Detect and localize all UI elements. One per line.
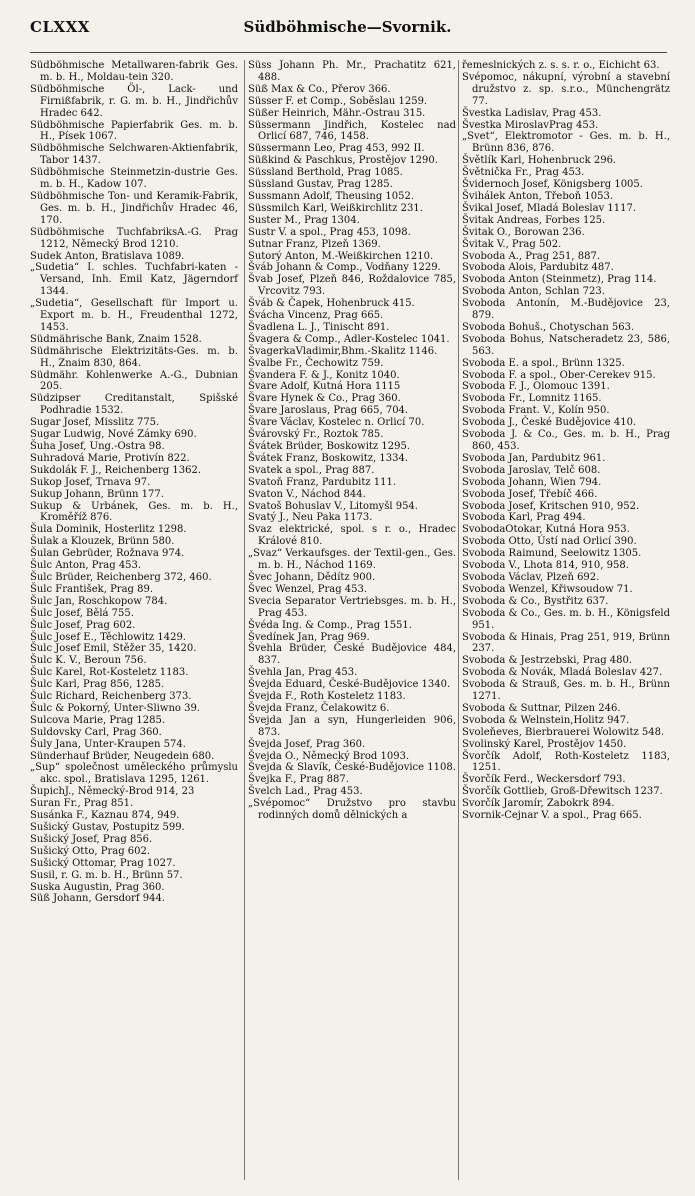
directory-entry: Süssermann Jindřich, Kostelec nad Orlicí 687, 746, 1458.	[248, 119, 456, 143]
directory-entry: Suldovsky Carl, Prag 360.	[30, 726, 162, 738]
directory-entry: Suran Fr., Prag 851.	[30, 798, 134, 810]
directory-entry: Sušický Otto, Prag 602.	[30, 845, 151, 857]
directory-entry: Svoboda Josef, Kritschen 910, 952.	[462, 500, 640, 512]
directory-entry: Sušický Ottomar, Prag 1027.	[30, 857, 176, 869]
directory-entry: Šulc Karel, Rot-Kosteletz 1183.	[30, 667, 189, 679]
directory-entry: „Svépomoc“ Družstvo pro stavbu rodinných domů dělnických a	[248, 798, 456, 822]
directory-entry: Südböhmische Öl-, Lack- und Firnißfabrik, r. G. m. b. H., Jindřichův Hradec 642.	[30, 83, 238, 119]
directory-entry: Švelch Lad., Prag 453.	[248, 786, 363, 798]
directory-entry: Švehla Brüder, České Budějovice 484, 837.	[248, 643, 456, 667]
directory-entry: Südböhmische Steinmetzin-dustrie Ges. m. b. H., Kadow 107.	[30, 167, 238, 191]
directory-entry: Südmährische Bank, Znaim 1528.	[30, 333, 202, 345]
directory-entry: Svoboda Karl, Prag 494.	[462, 512, 586, 524]
directory-entry: Svoboda & Novák, Mladá Boleslav 427.	[462, 667, 663, 679]
directory-entry: Šváb & Čapek, Hohenbruck 415.	[248, 298, 415, 310]
directory-entry: Švorčík Gottlieb, Groß-Dřewitsch 1237.	[462, 786, 663, 798]
directory-entry: Svolinský Karel, Prostějov 1450.	[462, 738, 627, 750]
directory-entry: Svoleňeves, Bierbrauerei Wolowitz 548.	[462, 726, 665, 738]
directory-entry: Südböhmische Metallwaren-fabrik Ges. m. b. H., Moldau-tein 320.	[30, 60, 238, 83]
directory-entry: Svoboda E. a spol., Brünn 1325.	[462, 357, 625, 369]
directory-entry: Svornik-Cejnar V. a spol., Prag 665.	[462, 810, 642, 822]
directory-entry: Švětnička Fr., Prag 453.	[462, 167, 585, 179]
directory-entry: Svaton V., Náchod 844.	[248, 488, 366, 500]
directory-entry: Švejda Josef, Prag 360.	[248, 738, 366, 750]
directory-entry: Svoboda F. a spol., Ober-Cerekev 915.	[462, 369, 656, 381]
directory-entry: Süssmilch Karl, Weißkirchlitz 231.	[248, 202, 423, 214]
directory-entry: Šulc & Pokorný, Unter-Sliwno 39.	[30, 702, 200, 714]
directory-entry: Šulc Richard, Reichenberg 373.	[30, 691, 192, 703]
directory-entry: Svoboda & Co., Bystřitz 637.	[462, 595, 609, 607]
directory-entry: Svoboda J. & Co., Ges. m. b. H., Prag 860, 453.	[462, 429, 670, 452]
directory-entry: Švejda Franz, Čelakowitz 6.	[248, 702, 390, 714]
directory-entry: Švejda F., Roth Kosteletz 1183.	[248, 691, 406, 703]
directory-entry: Svoboda A., Prag 251, 887.	[462, 250, 601, 262]
directory-entry: Švedínek Jan, Prag 969.	[248, 631, 370, 643]
directory-entry: Šulc Anton, Prag 453.	[30, 560, 142, 572]
directory-entry: Svaz elektrické, spol. s r. o., Hradec Králové 810.	[248, 524, 456, 548]
directory-entry: Sulcova Marie, Prag 1285.	[30, 714, 166, 726]
directory-entry: Suska Augustin, Prag 360.	[30, 881, 165, 893]
directory-entry: Švejka F., Prag 887.	[248, 774, 349, 786]
directory-entry: Svoboda Otto, Ústí nad Orlicí 390.	[462, 536, 637, 548]
directory-entry: Šulak a Klouzek, Brünn 580.	[30, 536, 175, 548]
directory-entry: Süßer Heinrich, Mähr.-Ostrau 315.	[248, 107, 426, 119]
directory-entry: Šulc Josef, Bělá 755.	[30, 607, 134, 619]
directory-entry: Švikal Josef, Mladá Boleslav 1117.	[462, 202, 637, 214]
directory-entry: Sudek Anton, Bratislava 1089.	[30, 250, 185, 262]
directory-entry: Svoboda Antonín, M.-Budějovice 23, 879.	[462, 298, 670, 322]
directory-entry: „Sup“ společnost uměleckého průmyslu akc. spol., Bratislava 1295, 1261.	[30, 762, 238, 786]
directory-entry: Sugar Ludwig, Nové Zámky 690.	[30, 429, 197, 441]
directory-entry: Svoboda J., České Budějovice 410.	[462, 417, 637, 429]
directory-entry: Süß Johann, Gersdorf 944.	[30, 893, 165, 905]
directory-entry: „Svaz“ Verkaufsges. der Textil-gen., Ges. m. b. H., Náchod 1169.	[248, 548, 456, 572]
directory-entry: Svoboda Fr., Lomnitz 1165.	[462, 393, 602, 405]
directory-entry: Svoboda & Welnstein,Holitz 947.	[462, 714, 630, 726]
directory-entry: Sušický Gustav, Postupitz 599.	[30, 822, 185, 833]
directory-entry: Svecia Separator Vertriebsges. m. b. H., Prag 453.	[248, 595, 456, 619]
directory-entry: Svoboda Bohuš., Chotyschan 563.	[462, 321, 635, 333]
directory-entry: Šula Dominik, Hosterlitz 1298.	[30, 524, 187, 536]
directory-entry: Šuly Jana, Unter-Kraupen 574.	[30, 738, 186, 750]
directory-entry: Svoboda Václav, Plzeň 692.	[462, 571, 600, 583]
directory-entry: Südböhmische Ton- und Keramik-Fabrik, Ges. m. b. H., Jindřichův Hradec 46, 170.	[30, 190, 238, 226]
directory-entry: Suster M., Prag 1304.	[248, 214, 360, 226]
directory-entry: Švalbe Fr., Čechowitz 759.	[248, 357, 384, 369]
directory-entry: Svoboda & Hinais, Prag 251, 919, Brünn 237.	[462, 631, 670, 655]
directory-entry: Švorčík Adolf, Roth-Kosteletz 1183, 1251.	[462, 750, 670, 774]
directory-entry: Švehla Jan, Prag 453.	[248, 667, 358, 679]
directory-entry: Südzipser Creditanstalt, Spišské Podhradie 1532.	[30, 393, 238, 417]
directory-entry: Švec Wenzel, Prag 453.	[248, 583, 368, 595]
directory-entry: Svatý J., Neu Paka 1173.	[248, 512, 373, 524]
directory-entry: Süssland Gustav, Prag 1285.	[248, 179, 393, 191]
directory-entry: Svoboda Josef, Třebíč 466.	[462, 488, 598, 500]
directory-entry: SvobodaOtokar, Kutná Hora 953.	[462, 524, 630, 536]
directory-entry: Süsser F. et Comp., Soběslau 1259.	[248, 95, 428, 107]
directory-entry: Svoboda Jan, Pardubitz 961.	[462, 452, 606, 464]
directory-entry: Švare Adolf, Kutná Hora 1115	[248, 381, 401, 393]
directory-entry: Švitak Andreas, Forbes 125.	[462, 214, 606, 226]
directory-entry: Sušický Josef, Prag 856.	[30, 833, 153, 845]
column-1	[30, 60, 238, 905]
directory-entry: Süß Max & Co., Přerov 366.	[248, 83, 391, 95]
directory-entry: Svoboda Jaroslav, Telč 608.	[462, 464, 601, 476]
directory-entry: Svoboda & Co., Ges. m. b. H., Königsfeld 951.	[462, 607, 670, 631]
directory-entry: Švab Josef, Plzeň 846, Roždalovice 785, Vrcovitz 793.	[248, 274, 456, 298]
header-rule	[30, 52, 667, 53]
directory-entry: Svoboda Anton, Schlan 723.	[462, 286, 605, 298]
directory-entry: Sugar Josef, Misslitz 775.	[30, 417, 160, 429]
directory-entry: Švorčík Ferd., Weckersdorf 793.	[462, 774, 626, 786]
directory-entry: Šulc Jan, Roschkopow 784.	[30, 595, 168, 607]
directory-entry: Svoboda Anton (Steinmetz), Prag 114.	[462, 274, 657, 286]
directory-entry: Svoboda & Suttnar, Pilzen 246.	[462, 702, 621, 714]
directory-entry: Šulc Karl, Prag 856, 1285.	[30, 679, 165, 691]
directory-entry: ŠupichJ., Německý-Brod 914, 23	[30, 786, 195, 798]
directory-entry: Sukup Johann, Brünn 177.	[30, 488, 164, 500]
directory-entry: Svoboda Johann, Wien 794.	[462, 476, 602, 488]
directory-entry: Svoboda Wenzel, Křiwsoudow 71.	[462, 583, 633, 595]
directory-entry: Sussmann Adolf, Theusing 1052.	[248, 190, 415, 202]
directory-entry: Sustr V. a spol., Prag 453, 1098.	[248, 226, 411, 238]
directory-entry: Švandera F. & J., Konitz 1040.	[248, 369, 400, 381]
directory-entry: Šulc Brüder, Reichenberg 372, 460.	[30, 571, 212, 583]
directory-entry: Švácha Vincenz, Prag 665.	[248, 310, 384, 322]
directory-entry: Švestka MiroslavPrag 453.	[462, 119, 599, 131]
directory-entry: Švejda Jan a syn, Hungerleiden 906, 873.	[248, 714, 456, 738]
directory-entry: Svatoš Bohuslav V., Litomyšl 954.	[248, 500, 418, 512]
column-2	[244, 60, 456, 1180]
directory-columns	[30, 60, 670, 1180]
directory-entry: Švec Johann, Dědítz 900.	[248, 571, 376, 583]
directory-entry: Sukdolák F. J., Reichenberg 1362.	[30, 464, 202, 476]
directory-entry: Švejda & Slavík, České-Budějovice 1108.	[248, 762, 456, 774]
directory-entry: Švitak O., Borowan 236.	[462, 226, 585, 238]
directory-entry: Šulc K. V., Beroun 756.	[30, 655, 147, 667]
directory-entry: Süßkind & Paschkus, Prostějov 1290.	[248, 155, 438, 167]
directory-entry: Svoboda Raimund, Seelowitz 1305.	[462, 548, 642, 560]
directory-entry: Švare Václav, Kostelec n. Orlicí 70.	[248, 417, 425, 429]
directory-entry: Sutnar Franz, Plzeň 1369.	[248, 238, 381, 250]
directory-entry: Šulc Josef Emil, Stěžer 35, 1420.	[30, 643, 197, 655]
directory-entry: ŠvagerkaVladimir,Bhm.-Skalitz 1146.	[248, 345, 438, 357]
directory-entry: Svoboda Bohus, Natscheradetz 23, 586, 563.	[462, 333, 670, 357]
directory-entry: Susil, r. G. m. b. H., Brünn 57.	[30, 869, 183, 881]
directory-entry: Švitak V., Prag 502.	[462, 238, 562, 250]
directory-entry: Švare Hynek & Co., Prag 360.	[248, 393, 401, 405]
directory-entry: Šulan Gebrüder, Rožnava 974.	[30, 548, 185, 560]
directory-entry: Švejda Eduard, České-Budějovice 1340.	[248, 679, 451, 691]
directory-entry: Šulc František, Prag 89.	[30, 583, 154, 595]
directory-entry: „Svet“, Elektromotor - Ges. m. b. H., Brünn 836, 876.	[462, 131, 670, 155]
directory-entry: Švětlík Karl, Hohenbruck 296.	[462, 155, 617, 167]
directory-entry: Sünderhauf Brüder, Neugedein 680.	[30, 750, 215, 762]
directory-entry: Svorčík Jaromír, Zabokrk 894.	[462, 798, 615, 810]
directory-entry: Švidernoch Josef, Königsberg 1005.	[462, 179, 643, 191]
directory-entry: Šváb Johann & Comp., Vodňany 1229.	[248, 262, 441, 274]
directory-entry: Sukop Josef, Trnava 97.	[30, 476, 151, 488]
directory-entry: Šulc Josef E., Těchlowitz 1429.	[30, 631, 186, 643]
directory-entry: Svoboda & Jestrzebski, Prag 480.	[462, 655, 633, 667]
directory-entry: Sukup & Urbánek, Ges. m. b. H., Kroměříž 876.	[30, 500, 238, 524]
column-3	[458, 60, 670, 1180]
directory-entry: Südböhmische Papierfabrik Ges. m. b. H., Písek 1067.	[30, 119, 238, 143]
directory-entry: Sutorý Anton, M.-Weißkirchen 1210.	[248, 250, 434, 262]
directory-entry: Šuha Josef, Ung.-Ostra 98.	[30, 441, 165, 452]
directory-entry: Švejda O., Německý Brod 1093.	[248, 750, 410, 762]
directory-entry: „Sudetia“ I. schles. Tuchfabri-katen - Versand, Inh. Emil Katz, Jägerndorf 1344.	[30, 262, 238, 298]
directory-entry: Süss Johann Ph. Mr., Prachatitz 621, 488.	[248, 60, 456, 83]
directory-entry: Svoboda F. J., Olomouc 1391.	[462, 381, 610, 393]
directory-entry: Suhradová Marie, Protivín 822.	[30, 452, 190, 464]
directory-entry: Südmährische Elektrizitäts-Ges. m. b. H., Znaim 830, 864.	[30, 345, 238, 369]
directory-entry: Švárovský Fr., Roztok 785.	[248, 429, 384, 441]
directory-entry: Svoboda V., Lhota 814, 910, 958.	[462, 560, 629, 572]
directory-entry: Svoboda Alois, Pardubitz 487.	[462, 262, 614, 274]
directory-entry: Švéda Ing. & Comp., Prag 1551.	[248, 619, 412, 631]
directory-entry: Švihálek Anton, Třeboň 1053.	[462, 190, 613, 202]
directory-entry: Svoboda & Strauß, Ges. m. b. H., Brünn 1271.	[462, 679, 670, 703]
directory-entry: Südböhmische TuchfabriksA.-G. Prag 1212, Německý Brod 1210.	[30, 226, 238, 250]
directory-entry: Švagera & Comp., Adler-Kostelec 1041.	[248, 333, 450, 345]
running-title: Südböhmische—Svornik.	[243, 18, 452, 36]
directory-entry: řemeslnických z. s. s. r. o., Eichicht 63.	[462, 60, 660, 71]
directory-entry: Süssland Berthold, Prag 1085.	[248, 167, 403, 179]
directory-entry: Šulc Josef, Prag 602.	[30, 619, 136, 631]
directory-entry: Südmähr. Kohlenwerke A.-G., Dubnian 205.	[30, 369, 238, 393]
directory-entry: Svoboda Frant. V., Kolín 950.	[462, 405, 610, 417]
directory-entry: Švare Jaroslaus, Prag 665, 704.	[248, 405, 409, 417]
page-header	[30, 18, 665, 40]
directory-entry: Süssermann Leo, Prag 453, 992 II.	[248, 143, 425, 155]
directory-entry: Švátek Franz, Boskowitz, 1334.	[248, 452, 408, 464]
directory-entry: Susánka F., Kaznau 874, 949.	[30, 810, 180, 822]
directory-entry: Švestka Ladislav, Prag 453.	[462, 107, 602, 119]
directory-entry: Südböhmische Selchwaren-Aktienfabrik, Tabor 1437.	[30, 143, 238, 167]
directory-entry: Svatek a spol., Prag 887.	[248, 464, 375, 476]
page-number: CLXXX	[30, 18, 90, 36]
directory-entry: Svépomoc, nákupní, výrobní a stavební družstvo z. sp. s.r.o., Münchengrätz 77.	[462, 71, 670, 107]
directory-entry: Švadlena L. J., Tinischt 891.	[248, 321, 390, 333]
directory-entry: Svatoň Franz, Pardubitz 111.	[248, 476, 397, 488]
directory-entry: Švátek Brüder, Boskowitz 1295.	[248, 441, 410, 452]
directory-entry: „Sudetia“, Gesellschaft für Import u. Export m. b. H., Freudenthal 1272, 1453.	[30, 298, 238, 333]
